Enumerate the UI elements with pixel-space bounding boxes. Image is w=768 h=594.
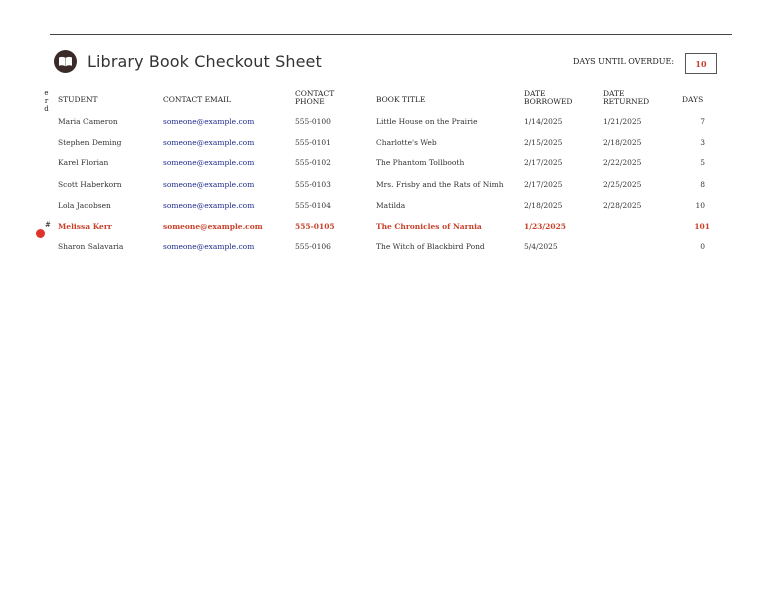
phone-value: 555-0102 — [295, 158, 331, 167]
date-returned: 2/18/2025 — [603, 138, 642, 147]
days-value: 5 — [700, 158, 705, 167]
top-rule — [50, 34, 732, 35]
header-book: BOOK TITLE — [376, 95, 426, 104]
header-days: DAYS — [682, 95, 704, 104]
table-row[interactable] — [0, 117, 768, 137]
open-book-icon — [54, 50, 77, 73]
phone-value: 555-0106 — [295, 242, 331, 251]
email-link[interactable]: someone@example.com — [163, 180, 255, 189]
book-title: Matilda — [376, 201, 406, 210]
date-borrowed: 2/17/2025 — [524, 158, 563, 167]
days-until-overdue-label: DAYS UNTIL OVERDUE: — [573, 57, 675, 66]
title-row — [54, 50, 322, 73]
student-name: Scott Haberkorn — [58, 180, 122, 189]
email-link[interactable]: someone@example.com — [163, 201, 255, 210]
days-value: 10 — [695, 201, 705, 210]
table-row[interactable] — [0, 158, 768, 178]
flag-marker: # — [45, 221, 51, 229]
days-value: 0 — [700, 242, 705, 251]
header-email: CONTACT EMAIL — [163, 95, 232, 104]
header-phone: CONTACT PHONE — [295, 89, 335, 106]
table-row[interactable] — [0, 180, 768, 200]
table-row[interactable] — [0, 201, 768, 221]
book-title: The Phantom Tollbooth — [376, 158, 465, 167]
header-student: STUDENT — [58, 95, 98, 104]
date-returned: 2/28/2025 — [603, 201, 642, 210]
date-borrowed: 1/14/2025 — [524, 117, 563, 126]
header-returned: DATE RETURNED — [603, 89, 650, 106]
student-name: Maria Cameron — [58, 117, 118, 126]
date-returned: 1/21/2025 — [603, 117, 642, 126]
days-value: 101 — [694, 222, 710, 231]
student-name: Melissa Kerr — [58, 222, 112, 231]
student-name: Karel Florian — [58, 158, 109, 167]
page-title: Library Book Checkout Sheet — [87, 52, 322, 71]
date-borrowed: 2/18/2025 — [524, 201, 563, 210]
table-row[interactable] — [0, 138, 768, 158]
book-title: Little House on the Prairie — [376, 117, 478, 126]
date-borrowed: 5/4/2025 — [524, 242, 558, 251]
header-borrowed: DATE BORROWED — [524, 89, 573, 106]
date-borrowed: 2/15/2025 — [524, 138, 563, 147]
email-link[interactable]: someone@example.com — [163, 138, 255, 147]
days-value: 7 — [700, 117, 705, 126]
email-link[interactable]: someone@example.com — [163, 117, 255, 126]
book-title: The Witch of Blackbird Pond — [376, 242, 485, 251]
table-row[interactable] — [0, 242, 768, 262]
student-name: Sharon Salavaria — [58, 242, 124, 251]
phone-value: 555-0104 — [295, 201, 331, 210]
book-title: Charlotte's Web — [376, 138, 437, 147]
email-link[interactable]: someone@example.com — [163, 222, 263, 231]
email-link[interactable]: someone@example.com — [163, 242, 255, 251]
email-link[interactable]: someone@example.com — [163, 158, 255, 167]
days-until-overdue-input[interactable]: 10 — [685, 53, 717, 74]
phone-value: 555-0101 — [295, 138, 331, 147]
date-returned: 2/22/2025 — [603, 158, 642, 167]
phone-value: 555-0103 — [295, 180, 331, 189]
date-borrowed: 2/17/2025 — [524, 180, 563, 189]
table-row-overdue[interactable] — [0, 222, 768, 242]
phone-value: 555-0105 — [295, 222, 335, 231]
phone-value: 555-0100 — [295, 117, 331, 126]
student-name: Lola Jacobsen — [58, 201, 111, 210]
days-value: 8 — [700, 180, 705, 189]
book-title: The Chronicles of Narnia — [376, 222, 482, 231]
book-title: Mrs. Frisby and the Rats of Nimh — [376, 180, 504, 189]
student-name: Stephen Deming — [58, 138, 122, 147]
date-borrowed: 1/23/2025 — [524, 222, 567, 231]
days-value: 3 — [700, 138, 705, 147]
side-letters: e r d — [44, 89, 49, 113]
date-returned: 2/25/2025 — [603, 180, 642, 189]
